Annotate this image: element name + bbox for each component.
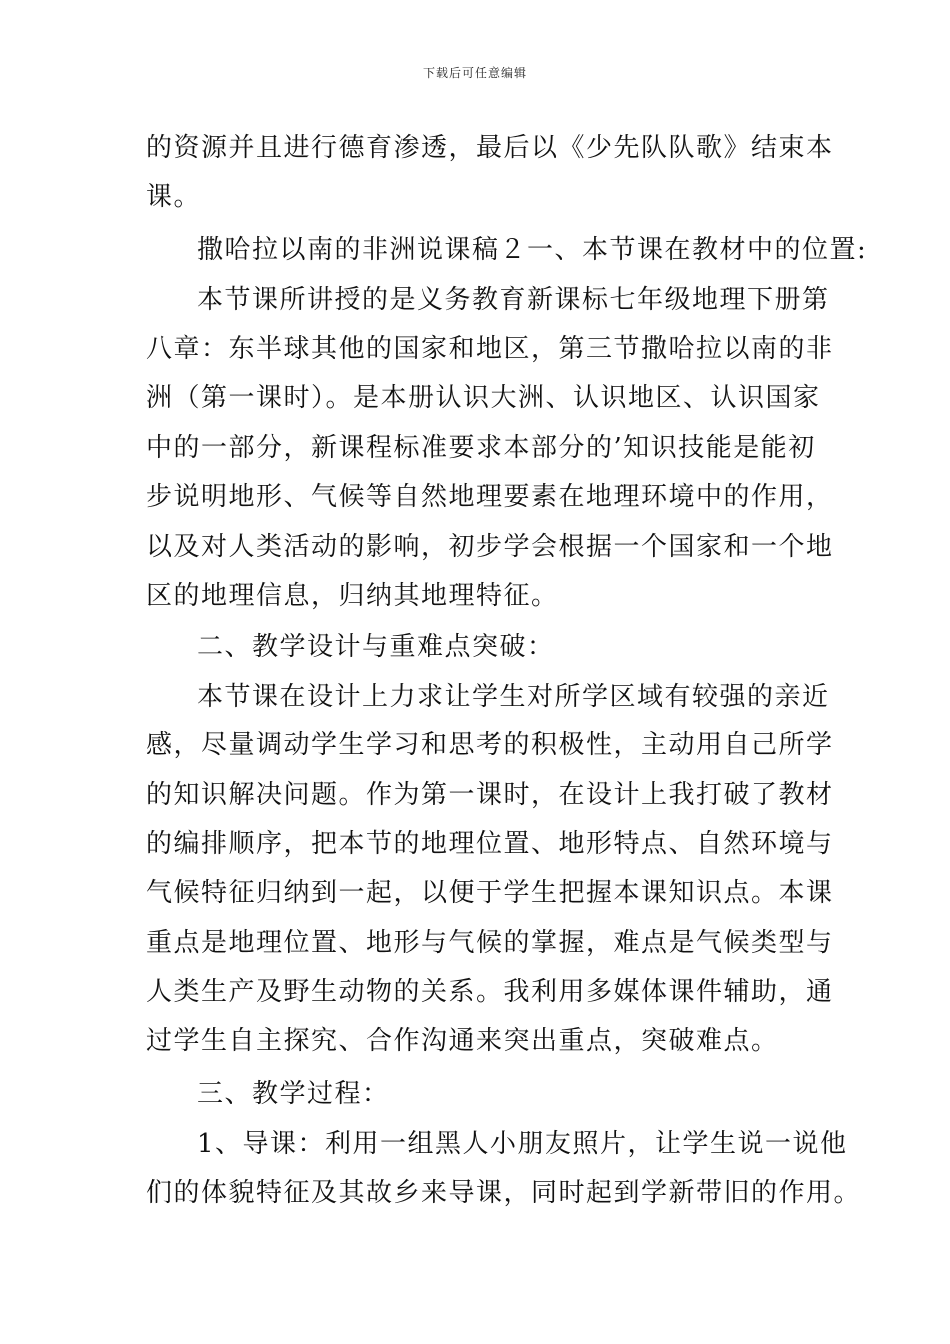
- body-line: 的资源并且进行德育渗透，最后以《少先队队歌》结束本: [146, 133, 834, 163]
- body-line: 区的地理信息，归纳其地理特征。: [146, 581, 559, 611]
- body-line: 中的一部分，新课程标准要求本部分的’知识技能是能初: [146, 433, 816, 463]
- body-line: 洲（第一课时）。是本册认识大洲、认识地区、认识国家: [146, 383, 821, 413]
- body-line: 感，尽量调动学生学习和思考的积极性，主动用自己所学: [146, 730, 834, 760]
- body-line: 气候特征归纳到一起，以便于学生把握本课知识点。本课: [146, 878, 834, 908]
- body-line: 重点是地理位置、地形与气候的掌握，难点是气候类型与: [146, 928, 834, 958]
- body-line: 的知识解决问题。作为第一课时，在设计上我打破了教材: [146, 780, 834, 810]
- section-heading: 撒哈拉以南的非洲说课稿２一、本节课在教材中的位置:: [197, 235, 868, 265]
- body-line: 八章：东半球其他的国家和地区，第三节撒哈拉以南的非: [146, 334, 834, 364]
- body-line: 课。: [146, 182, 202, 212]
- body-line: 们的体貌特征及其故乡来导课，同时起到学新带旧的作用。: [146, 1178, 862, 1208]
- body-line: 过学生自主探究、合作沟通来突出重点，突破难点。: [146, 1026, 779, 1056]
- body-line: 步说明地形、气候等自然地理要素在地理环境中的作用，: [146, 482, 834, 512]
- body-line: 本节课所讲授的是义务教育新课标七年级地理下册第: [197, 285, 830, 315]
- body-line: 以及对人类活动的影响，初步学会根据一个国家和一个地: [146, 532, 834, 562]
- body-line: 1、导课：利用一组黑人小朋友照片，让学生说一说他: [197, 1129, 848, 1159]
- page-header: 下载后可任意编辑: [422, 66, 527, 80]
- section-heading: 三、教学过程：: [197, 1079, 390, 1109]
- section-heading: 二、教学设计与重难点突破：: [197, 632, 555, 662]
- body-line: 的编排顺序，把本节的地理位置、地形特点、自然环境与: [146, 829, 834, 859]
- body-line: 人类生产及野生动物的关系。我利用多媒体课件辅助，通: [146, 977, 834, 1007]
- body-line: 本节课在设计上力求让学生对所学区域有较强的亲近: [197, 682, 830, 712]
